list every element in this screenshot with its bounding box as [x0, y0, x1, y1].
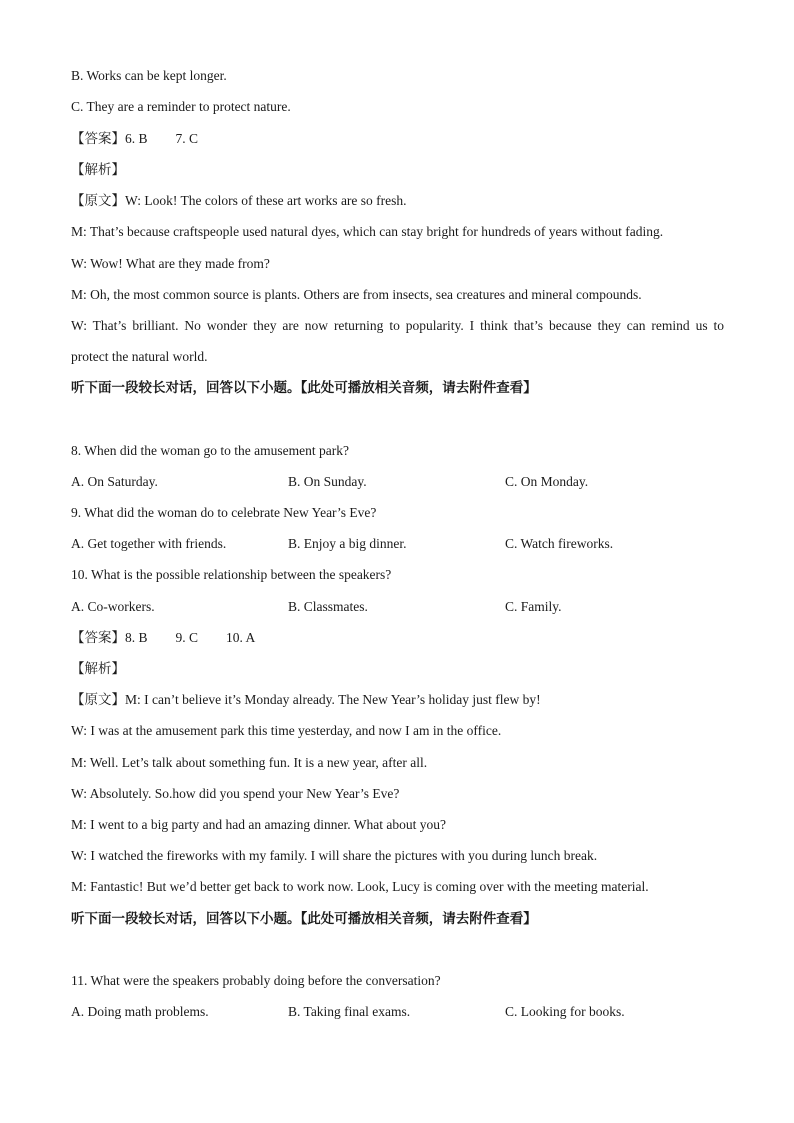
option-b: B. Classmates.: [288, 599, 368, 614]
option-a: A. Get together with friends.: [71, 536, 227, 551]
text: 9. What did the woman do to celebrate New Year’s Eve?: [71, 505, 377, 520]
question-9: [71, 504, 724, 522]
option-b: B. On Sunday.: [288, 474, 367, 489]
option-c-line: [71, 98, 724, 116]
text: M: Well. Let’s talk about something fun. It is a new year, after all.: [71, 755, 428, 770]
transcript-line: [71, 223, 724, 241]
transcript-tag: 【原文】: [71, 193, 125, 209]
question-10: [71, 566, 724, 584]
transcript-line: [71, 192, 724, 210]
text: W: I watched the fireworks with my family. I will share the pictures with you during lunch break.: [71, 848, 598, 863]
option-b: B. Taking final exams.: [288, 1004, 411, 1019]
text: W: Absolutely. So.how did you spend your New Year’s Eve?: [71, 786, 400, 801]
answer-tag: 【答案】: [71, 131, 125, 147]
text: W: Look! The colors of these art works are so fresh.: [125, 193, 407, 208]
option-c: C. On Monday.: [505, 474, 589, 489]
answer-value: 6. B: [125, 131, 148, 146]
analysis-heading-1: [71, 161, 724, 179]
option-c: C. Watch fireworks.: [505, 536, 614, 551]
transcript-line: [71, 847, 724, 865]
analysis-heading-2: [71, 660, 724, 678]
transcript-line: [71, 255, 724, 273]
transcript-line: [71, 754, 724, 772]
text: 10. What is the possible relationship between the speakers?: [71, 567, 392, 582]
text: protect the natural world.: [71, 349, 208, 364]
text: W: That’s brilliant. No wonder they are now returning to popularity. I think that’s because they can remind us to: [71, 318, 724, 333]
transcript-line: [71, 785, 724, 803]
text: M: I went to a big party and had an amazing dinner. What about you?: [71, 817, 447, 832]
transcript-line: [71, 878, 724, 896]
answer-line-2: [71, 629, 724, 647]
transcript-line: [71, 691, 724, 709]
text: M: Oh, the most common source is plants. Others are from insects, sea creatures and mineral compounds.: [71, 287, 642, 302]
question-11: [71, 972, 724, 990]
option-a: A. On Saturday.: [71, 474, 158, 489]
text: 【解析】: [71, 661, 125, 677]
option-a: A. Doing math problems.: [71, 1004, 209, 1019]
answer-value: 9. C: [175, 630, 199, 645]
transcript-line: [71, 348, 724, 366]
text: 听下面一段较长对话，回答以下小题。【此处可播放相关音频，请去附件查看】: [71, 911, 537, 927]
text: B. Works can be kept longer.: [71, 68, 227, 83]
option-c: C. Looking for books.: [505, 1004, 625, 1019]
text: 听下面一段较长对话，回答以下小题。【此处可播放相关音频，请去附件查看】: [71, 380, 537, 396]
text: 8. When did the woman go to the amusement park?: [71, 443, 349, 458]
option-c: C. Family.: [505, 599, 562, 614]
answer-tag: 【答案】: [71, 630, 125, 646]
answer-value: 8. B: [125, 630, 148, 645]
transcript-line: [71, 286, 724, 304]
option-b: B. Enjoy a big dinner.: [288, 536, 407, 551]
transcript-line: [71, 816, 724, 834]
section-instruction: [71, 379, 724, 397]
text: C. They are a reminder to protect nature.: [71, 99, 291, 114]
text: M: That’s because craftspeople used natural dyes, which can stay bright for hundreds of years without fading.: [71, 224, 664, 239]
transcript-line: [71, 317, 724, 335]
question-8: [71, 442, 724, 460]
text: W: Wow! What are they made from?: [71, 256, 270, 271]
option-b-line: [71, 67, 724, 85]
text: 【解析】: [71, 162, 125, 178]
section-instruction: [71, 910, 724, 928]
option-a: A. Co-workers.: [71, 599, 155, 614]
answer-value: 10. A: [226, 630, 256, 645]
answer-value: 7. C: [175, 131, 199, 146]
transcript-tag: 【原文】: [71, 692, 125, 708]
text: M: Fantastic! But we’d better get back to work now. Look, Lucy is coming over with the meeting material.: [71, 879, 649, 894]
text: 11. What were the speakers probably doing before the conversation?: [71, 973, 441, 988]
text: W: I was at the amusement park this time yesterday, and now I am in the office.: [71, 723, 502, 738]
answer-line-1: [71, 130, 724, 148]
transcript-line: [71, 722, 724, 740]
text: M: I can’t believe it’s Monday already. The New Year’s holiday just flew by!: [125, 692, 541, 707]
